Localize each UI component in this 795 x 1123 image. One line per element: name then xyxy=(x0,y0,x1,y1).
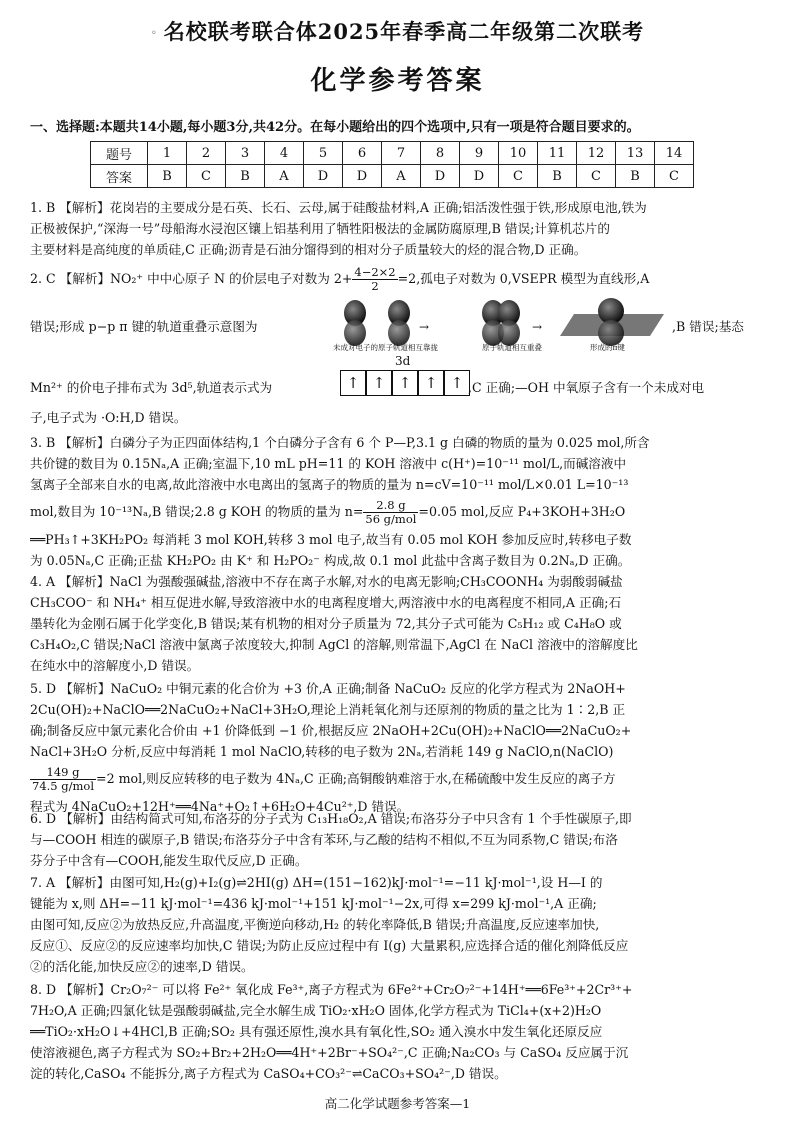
exam-header xyxy=(0,16,795,46)
table-cell: D xyxy=(421,165,460,188)
text-span: mol,数目为 10⁻¹³Nₐ,B 错误;2.8 g KOH 的物质的量为 n= xyxy=(30,504,364,519)
page-footer: 高二化学试题参考答案—1 xyxy=(324,1096,471,1111)
table-cell: C xyxy=(577,165,616,188)
table-cell: A xyxy=(382,165,421,188)
text-line: 5. D 【解析】NaCuO₂ 中铜元素的化合价为 +3 价,A 正确;制备 NaCuO₂ 反应的化学方程式为 2NaOH+ xyxy=(30,681,626,696)
question-2-line-2-tail xyxy=(672,316,762,337)
orbital-diagram xyxy=(340,370,470,396)
text-line: 淀的转化,CaSO₄ 不能拆分,离子方程式为 CaSO₄+CO₃²⁻⇌CaCO₃+SO₄²⁻,D 错误。 xyxy=(30,1066,507,1081)
table-cell: 2 xyxy=(187,142,226,165)
text-line: 主要材料是高纯度的单质硅,C 正确;沥青是石油分馏得到的相对分子质量较大的烃的混合物,D 正确。 xyxy=(30,242,587,257)
text-line: 芬分子中含有—COOH,能发生取代反应,D 正确。 xyxy=(30,853,308,868)
question-8-explanation xyxy=(30,979,758,1084)
text-line: 4. A 【解析】NaCl 为强酸强碱盐,溶液中不存在离子水解,对水的电离无影响;CH₃COONH₄ 为弱酸弱碱盐 xyxy=(30,574,623,589)
text-line: 8. D 【解析】Cr₂O₇²⁻ 可以将 Fe²⁺ 氧化成 Fe³⁺,离子方程式为 6Fe²⁺+Cr₂O₇²⁻+14H⁺══6Fe³⁺+2Cr³⁺+ xyxy=(30,982,633,997)
table-cell: 14 xyxy=(655,142,694,165)
figure-caption: 形成的π键 xyxy=(590,343,625,352)
text-line: ══TiO₂·xH₂O↓+4HCl,B 正确;SO₂ 具有强还原性,溴水具有氧化性,SO₂ 通入溴水中发生氧化还原反应 xyxy=(30,1024,603,1039)
question-2-line-3 xyxy=(30,377,340,398)
text-line: 共价键的数目为 0.15Nₐ,A 正确;室温下,10 mL pH=11 的 KOH 溶液中 c(H⁺)=10⁻¹¹ mol/L,而碱溶液中 xyxy=(30,456,627,471)
table-cell: 6 xyxy=(343,142,382,165)
table-cell: B xyxy=(226,165,265,188)
text-line: 由图可知,反应②为放热反应,升高温度,平衡逆向移动,H₂ 的转化率降低,B 错误;升高温度,反应速率加快, xyxy=(30,917,600,932)
text-line: 在纯水中的溶解度小,D 错误。 xyxy=(30,658,200,673)
fraction-denominator: 56 g/mol xyxy=(365,512,417,526)
text-span: 错误;形成 p−p π 键的轨道重叠示意图为 xyxy=(30,319,258,334)
text-line: 3. B 【解析】白磷分子为正四面体结构,1 个白磷分子含有 6 个 P—P,3.1 g 白磷的物质的量为 0.025 mol,所含 xyxy=(30,435,650,450)
orbital-3d-label: 3d xyxy=(395,354,411,368)
text-line: 正极被保护,“深海一号”母船海水浸泡区镶上铝基利用了牺牲阳极法的金属防腐原理,B 错误;计算机芯片的 xyxy=(30,221,610,236)
orbital-box-up-arrow-icon: ↑ xyxy=(392,370,418,396)
arrow-right-icon: → xyxy=(419,320,430,334)
table-cell: D xyxy=(304,165,343,188)
table-cell: A xyxy=(265,165,304,188)
orbital-box-up-arrow-icon: ↑ xyxy=(418,370,444,396)
table-cell: 4 xyxy=(265,142,304,165)
text-line: 7. A 【解析】由图可知,H₂(g)+I₂(g)⇌2HI(g) ΔH=(151−162)kJ·mol⁻¹=−11 kJ·mol⁻¹,设 H—I 的 xyxy=(30,875,603,890)
table-row-answers xyxy=(91,165,694,188)
text-line: 1. B 【解析】花岗岩的主要成分是石英、长石、云母,属于硅酸盐材料,A 正确;铝活泼性强于铁,形成原电池,铁为 xyxy=(30,200,647,215)
page-title: 化学参考答案 xyxy=(310,66,485,96)
question-2-explanation xyxy=(30,264,758,294)
orbital-box-up-arrow-icon: ↑ xyxy=(340,370,366,396)
text-span: 子,电子式为 ·O:H,D 错误。 xyxy=(30,410,187,425)
exam-header-text: 名校联考联合体2025年春季高二年级第二次联考 xyxy=(163,19,645,44)
fraction-denominator: 74.5 g/mol xyxy=(32,779,95,793)
text-line: NaCl+3H₂O 分析,反应中每消耗 1 mol NaClO,转移的电子数为 2Nₐ,若消耗 149 g NaClO,n(NaClO) xyxy=(30,744,614,759)
text-line: 墨转化为金刚石属于化学变化,B 错误;某有机物的相对分子质量为 72,其分子式可能为 C₅H₁₂ 或 C₄H₈O 或 xyxy=(30,616,622,631)
text-line: 7H₂O,A 正确;四氯化钛是强酸弱碱盐,完全水解生成 TiO₂·xH₂O 固体,化学方程式为 TiCl₄+(x+2)H₂O xyxy=(30,1003,602,1018)
fraction-numerator: 149 g xyxy=(30,766,96,780)
orbital-box-up-arrow-icon: ↑ xyxy=(366,370,392,396)
fraction-denominator: 2 xyxy=(371,279,379,293)
text-line: CH₃COO⁻ 和 NH₄⁺ 相互促进水解,导致溶液中水的电离程度增大,两溶液中水的电离程度不相同,A 正确;石 xyxy=(30,595,622,610)
table-cell: 8 xyxy=(421,142,460,165)
question-3-explanation xyxy=(30,432,758,571)
table-cell: C xyxy=(187,165,226,188)
text-span: =2,孤电子对数为 0,VSEPR 模型为直线形,A xyxy=(397,271,650,286)
table-header-cell: 答案 xyxy=(91,165,148,188)
table-cell: B xyxy=(148,165,187,188)
text-span: =2 mol,则反应转移的电子数为 4Nₐ,C 正确;高铜酸钠难溶于水,在稀硫酸中发生反应的离子方 xyxy=(96,771,616,786)
question-7-explanation xyxy=(30,872,758,977)
fraction xyxy=(363,499,418,526)
table-header-cell: 题号 xyxy=(91,142,148,165)
text-line: ②的活化能,加快反应②的速率,D 错误。 xyxy=(30,959,254,974)
question-4-explanation xyxy=(30,571,758,676)
text-line: 为 0.05Nₐ,C 正确;正盐 KH₂PO₂ 由 K⁺ 和 H₂PO₂⁻ 构成,故 0.1 mol 此盐中含离子数目为 0.2Nₐ,D 正确。 xyxy=(30,553,631,568)
text-span: Mn²⁺ 的价电子排布式为 3d⁵,轨道表示式为 xyxy=(30,380,273,395)
table-cell: 3 xyxy=(226,142,265,165)
text-span: ,C 正确;—OH 中氧原子含有一个未成对电 xyxy=(468,380,705,395)
table-row-numbers xyxy=(91,142,694,165)
fraction xyxy=(352,266,397,293)
table-cell: D xyxy=(460,165,499,188)
question-6-explanation xyxy=(30,808,758,871)
question-2-line-3-tail xyxy=(468,377,760,398)
text-line: 6. D 【解析】由结构简式可知,布洛芬的分子式为 C₁₃H₁₈O₂,A 错误;布洛芬分子中只含有 1 个手性碳原子,即 xyxy=(30,811,632,826)
table-cell: 11 xyxy=(538,142,577,165)
table-cell: 7 xyxy=(382,142,421,165)
text-line: 键能为 x,则 ΔH=−11 kJ·mol⁻¹=436 kJ·mol⁻¹+151 kJ·mol⁻¹−2x,可得 x=299 kJ·mol⁻¹,A 正确; xyxy=(30,896,597,911)
fraction-numerator: 2.8 g xyxy=(363,499,418,513)
text-line: 2Cu(OH)₂+NaClO══2NaCuO₂+NaCl+3H₂O,理论上消耗氧化剂与还原剂的物质的量之比为 1∶2,B 正 xyxy=(30,702,626,717)
text-line xyxy=(30,762,758,796)
text-line: 与—COOH 相连的碳原子,B 错误;布洛芬分子中含有苯环,与乙酸的结构不相似,不互为同系物,C 错误;布洛 xyxy=(30,832,618,847)
figure-caption: 原子轨道相互重叠 xyxy=(482,343,542,352)
text-line: 氢离子全部来自水的电离,故此溶液中水电离出的氢离子的物质的量为 n=cV=10⁻¹¹ mol/L×0.01 L=10⁻¹³ xyxy=(30,477,629,492)
text-line xyxy=(30,264,758,294)
table-cell: 5 xyxy=(304,142,343,165)
text-line: 反应①、反应②的反应速率均加快,C 错误;为防止反应过程中有 I(g) 大量累积,应选择合适的催化剂降低反应 xyxy=(30,938,629,953)
text-span: ,B 错误;基态 xyxy=(672,319,744,334)
fraction-numerator: 4−2×2 xyxy=(354,265,396,279)
orbital-box-up-arrow-icon: ↑ xyxy=(444,370,470,396)
answer-table xyxy=(90,141,694,188)
figure-caption: 未成对电子的原子轨道相互靠拢 xyxy=(333,343,438,352)
arrow-right-icon: → xyxy=(532,320,543,334)
text-line: 确;制备反应中氯元素化合价由 +1 价降低到 −1 价,根据反应 2NaOH+2Cu(OH)₂+NaClO══2NaCuO₂+ xyxy=(30,723,632,738)
table-cell: 9 xyxy=(460,142,499,165)
text-span: =0.05 mol,反应 P₄+3KOH+3H₂O xyxy=(418,504,626,519)
table-cell: B xyxy=(616,165,655,188)
table-cell: 12 xyxy=(577,142,616,165)
fraction xyxy=(30,766,96,793)
table-cell: B xyxy=(538,165,577,188)
table-cell: 13 xyxy=(616,142,655,165)
table-cell: D xyxy=(343,165,382,188)
table-cell: 10 xyxy=(499,142,538,165)
section-heading: 一、选择题:本题共14小题,每小题3分,共42分。在每小题给出的四个选项中,只有一项是符合题目要求的。 xyxy=(30,120,640,135)
question-5-explanation xyxy=(30,678,758,817)
question-2-line-4 xyxy=(30,407,758,428)
text-line xyxy=(30,495,758,529)
text-span: 2. C 【解析】NO₂⁺ 中中心原子 N 的价层电子对数为 2+ xyxy=(30,271,353,286)
table-cell: 1 xyxy=(148,142,187,165)
table-cell: C xyxy=(655,165,694,188)
bullet-dot-icon: ◦ xyxy=(150,28,158,39)
text-line: 程式为 4NaCuO₂+12H⁺══4Na⁺+O₂↑+6H₂O+4Cu²⁺,D 错误。 xyxy=(30,799,410,814)
question-1-explanation xyxy=(30,197,758,260)
text-line: ══PH₃↑+3KH₂PO₂ 每消耗 3 mol KOH,转移 3 mol 电子,故当有 0.05 mol KOH 参加反应时,转移电子数 xyxy=(30,532,632,547)
table-cell: C xyxy=(499,165,538,188)
text-line: 使溶液褪色,离子方程式为 SO₂+Br₂+2H₂O══4H⁺+2Br⁻+SO₄²⁻,C 正确;Na₂CO₃ 与 CaSO₄ 反应属于沉 xyxy=(30,1045,629,1060)
text-line: C₃H₄O₂,C 错误;NaCl 溶液中氯离子浓度较大,抑制 AgCl 的溶解,则常温下,AgCl 在 NaCl 溶液中的溶解度比 xyxy=(30,637,638,652)
